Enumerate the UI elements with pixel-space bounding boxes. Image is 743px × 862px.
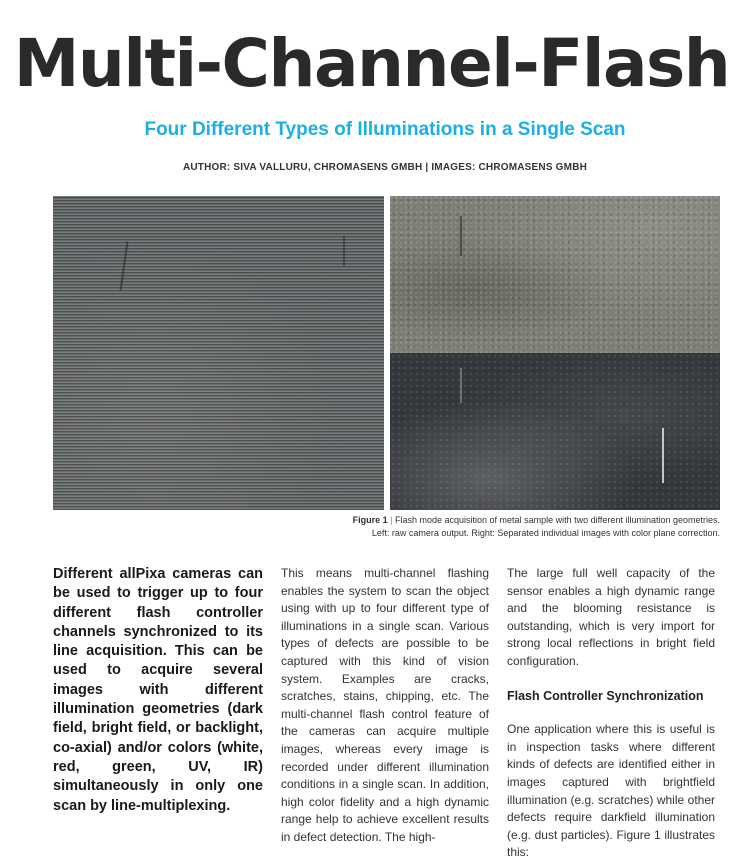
middle-column xyxy=(281,565,489,847)
right-column xyxy=(507,565,715,862)
right-paragraph-2: One application where this is useful is in inspection tasks where different kinds of defects are identified either in images captured with brightfield illumination (e.g. scratches) while other defects require darkfield illumination (e.g. dust particles). Figure 1 illustrates this: xyxy=(507,722,715,860)
lead-paragraph xyxy=(53,565,263,816)
article-byline: AUTHOR: SIVA VALLURU, CHROMASENS GMBH | IMAGES: CHROMASENS GMBH xyxy=(182,162,588,173)
caption-line-1: Flash mode acquisition of metal sample with two different illumination geometries. xyxy=(395,515,720,525)
figure-brightfield-image xyxy=(390,196,720,353)
figure-label: Figure 1 xyxy=(352,515,388,525)
middle-text: This means multi-channel flashing enables the system to scan the object using with up to four different type of illuminations in a single scan. Various types of defects are possible to be captured with this kind of vision system. Examples are cracks, scratches, stains, chipping, etc. The multi-channel flash control feature of the cameras can acquire multiple images, whereas every image is recorded under different illumination conditions in a single scan. In addition, high color fidelity and a high dynamic range help to achieve excellent results in defect detection. The high- xyxy=(281,566,489,844)
section-heading: Flash Controller Synchronization xyxy=(507,688,704,703)
caption-separator: | xyxy=(390,515,393,525)
lead-text: Different allPixa cameras can be used to trigger up to four different flash controller channels synchronized to its line acquisition. This can be used to acquire several images with different illumination geometries (dark field, bright field, or backlight, co-axial) and/or colors (white, red, green, UV, IR) simultaneously in only one scan by line-multiplexing. xyxy=(53,566,263,814)
figure-darkfield-image xyxy=(390,353,720,510)
article-subtitle: Four Different Types of Illuminations in a Single Scan xyxy=(144,119,626,140)
right-paragraph-1: The large full well capacity of the sensor enables a high dynamic range and the blooming resistance is outstanding, which is very import for strong local reflections in bright field configuration. xyxy=(507,566,715,668)
figure-raw-camera-image xyxy=(53,196,384,510)
figure-caption xyxy=(250,514,720,540)
caption-line-2: Left: raw camera output. Right: Separated individual images with color plane correction. xyxy=(371,528,720,538)
article-title: Multi-Channel-Flash xyxy=(13,25,730,102)
